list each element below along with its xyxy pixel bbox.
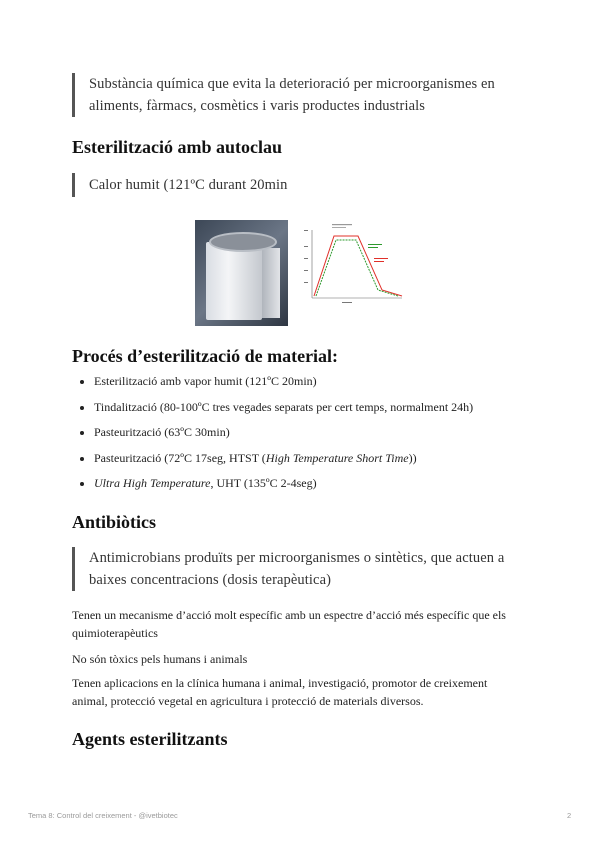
quote-line: Substància química que evita la deterioració per microorganismes en — [89, 76, 495, 92]
paragraph-line: quimioterapèutics — [72, 626, 158, 640]
heading-antibiotics: Antibiòtics — [72, 512, 157, 532]
graph-label-mark — [332, 224, 352, 225]
blockquote-definition — [72, 73, 495, 117]
footer-text: Tema 8: Control del creixement - @ivetbiotec — [28, 811, 178, 820]
graph-tick — [304, 270, 308, 271]
graph-axis-ticks — [304, 230, 352, 303]
list-item-emphasis: Ultra High Temperature — [94, 476, 211, 490]
graph-tick — [304, 230, 308, 231]
list-item-text: Esterilització amb vapor humit (121ºC 20min) — [94, 374, 317, 388]
autoclave-body — [206, 242, 262, 320]
temperature-time-graph — [298, 220, 408, 326]
graph-curve-green — [316, 240, 398, 296]
graph-tick — [304, 282, 308, 283]
list-item — [94, 422, 473, 448]
heading-sterilizing-agents: Agents esterilitzants — [72, 729, 228, 749]
quote-line: Calor humit (121ºC durant 20min — [89, 177, 288, 193]
page-number: 2 — [567, 811, 572, 820]
heading-autoclave: Esterilització amb autoclau — [72, 137, 282, 157]
list-item-text: )) — [408, 450, 417, 465]
autoclave-photo — [195, 220, 288, 326]
autoclave-figure — [195, 220, 408, 326]
list-item-text: Pasteurització (63ºC 30min) — [94, 425, 230, 439]
autoclave-side-panel — [262, 248, 280, 318]
paragraph-toxicity — [72, 650, 532, 668]
graph-legend-red — [374, 258, 388, 259]
graph-tick — [342, 302, 352, 303]
list-item-text: Tindalització (80-100ºC tres vegades separats per cert temps, normalment 24h) — [94, 399, 474, 414]
paragraph-line: animal, protecció vegetal en agricultura i protecció de materials diversos. — [72, 694, 424, 708]
quote-line: baixes concentracions (dosis terapèutica) — [89, 572, 332, 588]
list-item — [94, 397, 473, 423]
list-item-text: , UHT (135ºC 2-4seg) — [210, 476, 317, 490]
paragraph-mechanism — [72, 606, 532, 642]
quote-line: aliments, fàrmacs, cosmètics i varis productes industrials — [89, 98, 425, 114]
sterilization-methods-list — [72, 371, 473, 499]
graph-tick — [304, 246, 308, 247]
list-item — [94, 371, 473, 397]
paragraph-line: Tenen un mecanisme d’acció molt específic amb un espectre d’acció més específic que els — [72, 608, 506, 622]
autoclave-lid — [209, 232, 277, 252]
graph-label-mark — [332, 227, 346, 228]
graph-legend-red — [374, 261, 384, 262]
paragraph-applications — [72, 674, 532, 710]
heading-sterilization-process: Procés d’esterilització de material: — [72, 346, 339, 366]
paragraph-line: No són tòxics pels humans i animals — [72, 652, 248, 666]
list-item-text: Pasteurització (72ºC 17seg, HTST ( — [94, 450, 266, 465]
quote-line: Antimicrobians produïts per microorganismes o sintètics, que actuen a — [89, 550, 505, 566]
graph-legend-green — [368, 247, 378, 248]
graph-tick — [304, 258, 308, 259]
blockquote-antibiotics — [72, 547, 504, 591]
paragraph-line: Tenen aplicacions en la clínica humana i animal, investigació, promotor de creixement — [72, 676, 488, 690]
list-item — [94, 473, 473, 499]
blockquote-autoclave — [72, 173, 288, 197]
graph-legend-green — [368, 244, 382, 245]
list-item — [94, 448, 473, 474]
list-item-emphasis: High Temperature Short Time — [265, 450, 409, 465]
